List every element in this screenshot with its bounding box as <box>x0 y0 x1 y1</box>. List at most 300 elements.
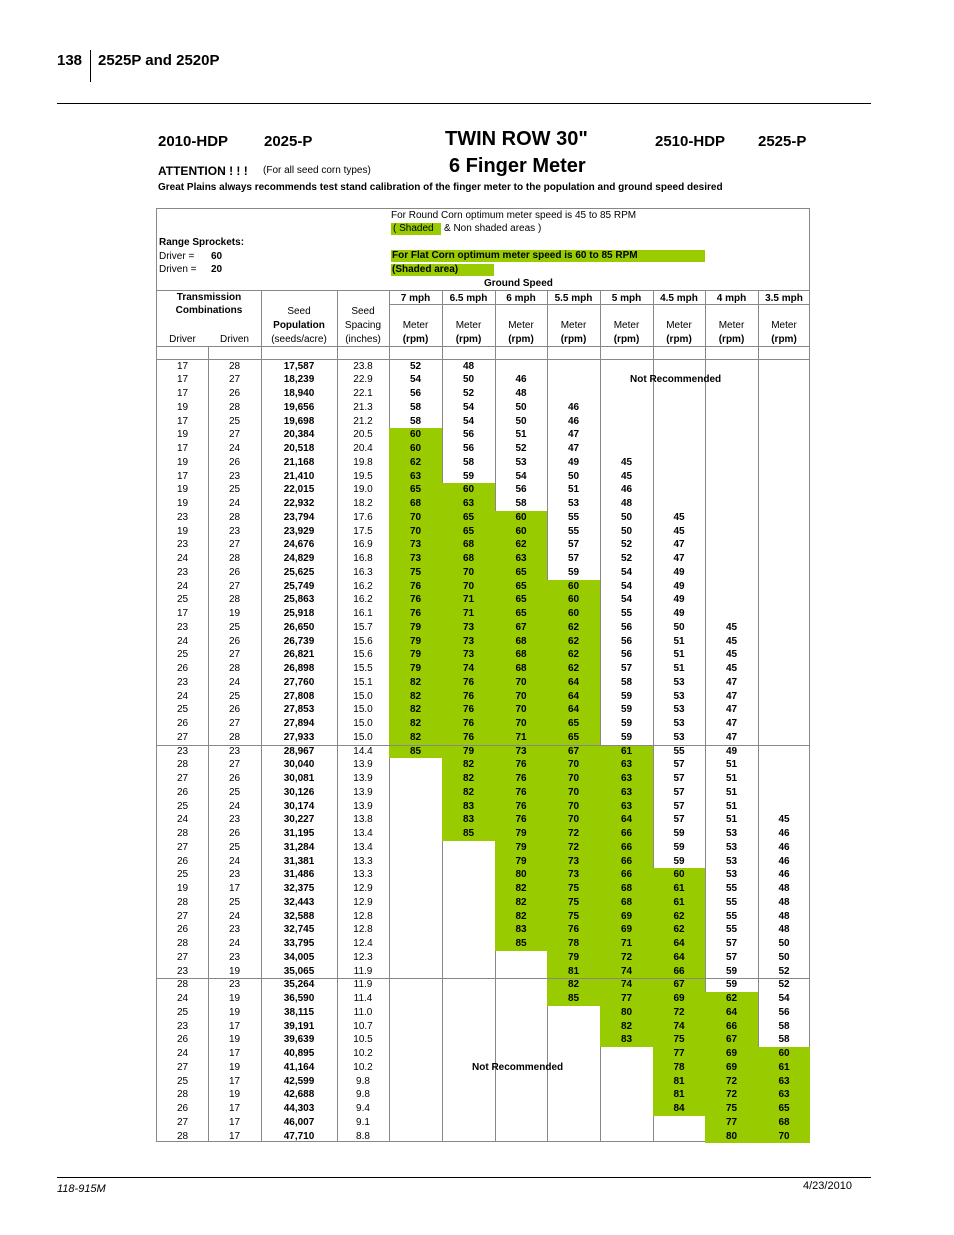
population-cell: 27,894 <box>283 718 315 729</box>
meter-rpm-cell <box>758 538 810 552</box>
meter-rpm-cell <box>389 841 442 855</box>
spacing-cell: 9.4 <box>356 1103 370 1114</box>
meter-rpm-cell <box>389 800 442 814</box>
driver-cell: 27 <box>176 773 189 784</box>
meter-rpm-cell <box>758 442 810 456</box>
meter-rpm-cell: 74 <box>442 662 495 676</box>
meter-rpm-cell: 57 <box>673 814 685 826</box>
driven-cell: 26 <box>228 635 241 647</box>
meter-rpm-cell: 58 <box>409 401 422 413</box>
spacing-cell: 21.3 <box>353 401 373 413</box>
meter-rpm-cell: 59 <box>673 841 685 853</box>
driven-cell: 27 <box>228 539 241 551</box>
spacing-cell: 20.4 <box>353 443 373 454</box>
driver-cell: 17 <box>176 374 189 386</box>
meter-rpm-cell: 47 <box>567 429 580 441</box>
meter-rpm-cell: 81 <box>653 1088 705 1102</box>
meter-rpm-cell: 76 <box>495 772 547 786</box>
meter-rpm-cell: 45 <box>620 470 633 482</box>
driven-cell: 27 <box>228 429 241 441</box>
meter-rpm-cell: 63 <box>600 800 653 814</box>
header-driven: Driven <box>220 334 249 345</box>
meter-rpm-cell: 60 <box>758 1047 810 1061</box>
meter-rpm-cell <box>442 882 495 896</box>
header-rpm: (rpm) <box>508 334 534 345</box>
driven-cell: 17 <box>228 1075 241 1087</box>
driver-cell: 28 <box>176 1089 189 1101</box>
meter-rpm-cell <box>495 1130 547 1144</box>
meter-rpm-cell: 59 <box>725 965 738 977</box>
meter-rpm-cell <box>705 566 758 580</box>
meter-rpm-cell: 83 <box>495 923 547 937</box>
population-cell: 31,381 <box>283 855 315 867</box>
round-corn-note: For Round Corn optimum meter speed is 45 to 85 RPM <box>391 210 637 221</box>
meter-rpm-cell <box>758 758 810 772</box>
driven-cell: 23 <box>228 951 241 963</box>
meter-rpm-cell: 56 <box>620 621 633 633</box>
meter-rpm-cell <box>495 992 547 1006</box>
meter-rpm-cell <box>389 951 442 965</box>
meter-rpm-cell: 46 <box>620 484 633 496</box>
meter-rpm-cell <box>495 1006 547 1020</box>
spacing-cell: 10.2 <box>353 1061 373 1073</box>
meter-rpm-cell: 70 <box>758 1130 810 1144</box>
meter-rpm-cell: 53 <box>673 690 685 702</box>
chart-title-line2: 6 Finger Meter <box>449 155 586 177</box>
meter-rpm-cell: 66 <box>653 965 705 979</box>
spacing-cell: 12.4 <box>353 938 373 949</box>
population-cell: 32,745 <box>283 924 315 936</box>
meter-rpm-cell <box>653 1116 705 1130</box>
meter-rpm-cell: 80 <box>600 1006 653 1020</box>
meter-rpm-cell: 72 <box>547 841 600 855</box>
driven-cell: 23 <box>228 924 241 936</box>
meter-rpm-cell <box>758 786 810 800</box>
meter-rpm-cell: 76 <box>442 703 495 717</box>
meter-rpm-cell: 75 <box>705 1102 758 1116</box>
meter-rpm-cell: 64 <box>653 937 705 951</box>
spacing-cell: 11.9 <box>353 979 373 991</box>
meter-rpm-cell: 76 <box>495 758 547 772</box>
meter-rpm-cell: 54 <box>409 374 422 386</box>
spacing-cell: 13.9 <box>353 800 373 812</box>
meter-rpm-cell: 69 <box>705 1061 758 1075</box>
meter-rpm-cell: 47 <box>725 676 738 688</box>
population-cell: 23,794 <box>283 511 315 523</box>
meter-rpm-cell: 85 <box>389 745 442 759</box>
meter-rpm-cell: 68 <box>600 896 653 910</box>
meter-rpm-cell: 52 <box>620 539 633 551</box>
meter-rpm-cell: 57 <box>725 951 738 963</box>
driven-cell: 27 <box>228 580 241 592</box>
meter-rpm-cell <box>705 442 758 456</box>
meter-rpm-cell <box>758 676 810 690</box>
population-cell: 31,486 <box>283 869 315 881</box>
meter-rpm-cell <box>758 360 810 374</box>
meter-rpm-cell: 54 <box>462 401 475 413</box>
header-speed: 6 mph <box>506 293 536 304</box>
meter-rpm-cell: 74 <box>600 978 653 992</box>
meter-rpm-cell <box>705 483 758 497</box>
driver-value: 60 <box>211 251 223 262</box>
meter-rpm-cell <box>442 1047 495 1061</box>
meter-rpm-cell: 85 <box>442 827 495 841</box>
spacing-cell: 21.2 <box>353 415 373 427</box>
driven-cell: 26 <box>228 773 241 784</box>
driver-cell: 19 <box>176 456 189 468</box>
meter-rpm-cell <box>758 511 810 525</box>
meter-rpm-cell: 53 <box>673 676 685 688</box>
spacing-cell: 15.0 <box>353 718 373 729</box>
meter-rpm-cell: 62 <box>705 992 758 1006</box>
meter-rpm-cell <box>389 965 442 979</box>
meter-rpm-cell: 57 <box>725 938 738 949</box>
driven-cell: 27 <box>228 759 241 771</box>
meter-rpm-cell <box>705 497 758 511</box>
header-speed: 5 mph <box>611 293 642 304</box>
driver-cell: 23 <box>176 566 189 578</box>
meter-rpm-cell <box>389 1033 442 1047</box>
population-cell: 22,932 <box>283 498 315 509</box>
population-cell: 42,688 <box>283 1089 315 1101</box>
meter-rpm-cell <box>758 635 810 649</box>
meter-rpm-cell: 59 <box>620 704 633 716</box>
meter-rpm-cell: 50 <box>778 951 790 963</box>
meter-rpm-cell: 82 <box>389 731 442 745</box>
meter-rpm-cell: 71 <box>600 937 653 951</box>
driver-cell: 28 <box>176 759 189 771</box>
driver-cell: 28 <box>176 1130 189 1142</box>
driven-cell: 17 <box>228 1048 241 1059</box>
spacing-cell: 15.5 <box>353 663 373 674</box>
driven-cell: 24 <box>228 498 241 509</box>
driven-cell: 26 <box>228 828 241 839</box>
meter-rpm-cell: 79 <box>389 621 442 635</box>
meter-rpm-cell: 51 <box>725 800 738 812</box>
driver-cell: 27 <box>176 1061 189 1073</box>
meter-rpm-cell: 49 <box>673 594 685 606</box>
meter-rpm-cell <box>758 593 810 607</box>
meter-rpm-cell <box>495 360 547 374</box>
spacing-cell: 10.2 <box>353 1048 373 1059</box>
meter-rpm-cell: 82 <box>389 690 442 704</box>
population-cell: 30,227 <box>283 814 315 826</box>
meter-rpm-cell: 72 <box>547 827 600 841</box>
spacing-cell: 13.4 <box>353 841 373 853</box>
meter-rpm-cell <box>653 1130 705 1144</box>
meter-rpm-cell: 70 <box>495 717 547 731</box>
meter-rpm-cell: 50 <box>515 415 527 427</box>
driven-cell: 24 <box>228 910 241 922</box>
spacing-cell: 12.9 <box>353 896 373 908</box>
meter-rpm-cell: 65 <box>547 731 600 745</box>
meter-rpm-cell: 57 <box>673 773 685 784</box>
spacing-cell: 11.0 <box>353 1006 373 1018</box>
meter-rpm-cell <box>653 483 705 497</box>
meter-rpm-cell <box>758 648 810 662</box>
meter-rpm-cell <box>442 923 495 937</box>
meter-rpm-cell: 65 <box>495 607 547 621</box>
meter-rpm-cell <box>389 882 442 896</box>
driven-cell: 25 <box>228 896 241 908</box>
population-cell: 17,587 <box>283 360 315 372</box>
population-cell: 30,174 <box>283 800 315 812</box>
population-cell: 25,625 <box>283 566 315 578</box>
driven-cell: 28 <box>228 553 241 564</box>
meter-rpm-cell: 58 <box>778 1034 790 1046</box>
meter-rpm-cell: 66 <box>600 827 653 841</box>
header-meter: Meter <box>560 320 587 331</box>
meter-rpm-cell <box>442 1088 495 1102</box>
driven-cell: 19 <box>228 1061 241 1073</box>
meter-rpm-cell: 73 <box>547 868 600 882</box>
spacing-cell: 9.1 <box>356 1116 370 1128</box>
meter-rpm-cell: 52 <box>778 965 790 977</box>
driver-cell: 27 <box>176 1116 189 1128</box>
meter-rpm-cell: 49 <box>673 608 685 619</box>
meter-rpm-cell: 73 <box>389 552 442 566</box>
meter-rpm-cell: 76 <box>389 580 442 594</box>
population-cell: 27,933 <box>283 731 315 743</box>
meter-rpm-cell <box>758 580 810 594</box>
meter-rpm-cell: 60 <box>547 607 600 621</box>
driver-cell: 23 <box>176 539 189 551</box>
header-divider <box>90 50 91 82</box>
meter-rpm-cell: 73 <box>442 635 495 649</box>
meter-rpm-cell: 53 <box>725 841 738 853</box>
spacing-cell: 11.4 <box>353 993 373 1004</box>
driven-cell: 27 <box>228 718 241 729</box>
meter-rpm-cell: 47 <box>673 539 685 551</box>
meter-rpm-cell: 45 <box>673 511 685 523</box>
meter-rpm-cell: 64 <box>705 1006 758 1020</box>
spacing-cell: 13.3 <box>353 869 373 881</box>
meter-rpm-cell: 53 <box>725 828 738 839</box>
spacing-cell: 22.9 <box>353 374 373 386</box>
driven-cell: 27 <box>228 649 241 661</box>
meter-rpm-cell: 78 <box>547 937 600 951</box>
header-meter: Meter <box>508 320 534 331</box>
spacing-cell: 16.2 <box>353 580 373 592</box>
population-cell: 27,760 <box>283 676 315 688</box>
meter-rpm-cell: 48 <box>515 388 527 399</box>
meter-rpm-cell: 62 <box>547 635 600 649</box>
meter-rpm-cell <box>705 428 758 442</box>
meter-rpm-cell: 76 <box>442 717 495 731</box>
meter-rpm-cell: 83 <box>442 800 495 814</box>
population-cell: 35,065 <box>283 965 315 977</box>
header-spacing: Spacing <box>344 320 382 331</box>
meter-rpm-cell: 65 <box>758 1102 810 1116</box>
meter-rpm-cell: 81 <box>653 1075 705 1089</box>
population-cell: 39,191 <box>283 1020 315 1032</box>
meter-rpm-cell: 64 <box>547 703 600 717</box>
meter-rpm-cell <box>389 1130 442 1144</box>
driver-cell: 25 <box>176 1006 189 1018</box>
driver-cell: 27 <box>176 731 189 743</box>
driven-cell: 23 <box>228 470 241 482</box>
population-cell: 18,940 <box>283 388 315 399</box>
meter-rpm-cell: 85 <box>547 992 600 1006</box>
header-transmission-combinations <box>157 291 261 317</box>
driver-cell: 25 <box>176 1075 189 1087</box>
table-gridline <box>157 978 810 979</box>
meter-rpm-cell: 55 <box>567 511 580 523</box>
driver-cell: 26 <box>176 1034 189 1046</box>
meter-rpm-cell: 62 <box>547 621 600 635</box>
meter-rpm-cell: 57 <box>673 759 685 771</box>
meter-rpm-cell: 59 <box>620 718 633 729</box>
meter-rpm-cell: 58 <box>515 498 527 509</box>
population-cell: 26,739 <box>283 635 315 647</box>
driven-cell: 25 <box>228 415 241 427</box>
meter-rpm-cell <box>547 1102 600 1116</box>
meter-rpm-cell: 49 <box>673 580 685 592</box>
meter-rpm-cell: 74 <box>600 965 653 979</box>
meter-rpm-cell <box>758 525 810 539</box>
meter-rpm-cell: 62 <box>495 538 547 552</box>
driver-cell: 23 <box>176 965 189 977</box>
meter-rpm-cell: 71 <box>495 731 547 745</box>
meter-rpm-cell: 85 <box>495 937 547 951</box>
meter-rpm-cell <box>495 978 547 992</box>
meter-rpm-cell <box>653 415 705 429</box>
meter-rpm-cell: 60 <box>495 511 547 525</box>
attention-label: ATTENTION ! ! ! <box>158 164 248 178</box>
meter-rpm-cell <box>758 415 810 429</box>
meter-rpm-cell: 76 <box>442 731 495 745</box>
driver-cell: 28 <box>176 896 189 908</box>
page-number: 138 <box>57 52 83 69</box>
population-cell: 20,518 <box>283 443 315 454</box>
driver-cell: 25 <box>176 800 189 812</box>
header-speed: 4.5 mph <box>660 293 698 304</box>
meter-rpm-cell: 70 <box>547 800 600 814</box>
attention-subtext: (For all seed corn types) <box>263 165 371 176</box>
driven-cell: 19 <box>228 1089 241 1101</box>
meter-rpm-cell: 79 <box>495 855 547 869</box>
meter-rpm-cell: 75 <box>653 1033 705 1047</box>
spacing-cell: 9.8 <box>356 1075 370 1087</box>
meter-rpm-cell <box>442 1116 495 1130</box>
driven-cell: 17 <box>228 883 241 894</box>
meter-rpm-cell <box>758 621 810 635</box>
header-seeds-per-acre: (seeds/acre) <box>271 334 327 345</box>
meter-rpm-cell: 53 <box>515 456 527 468</box>
driver-cell: 24 <box>176 993 189 1004</box>
meter-rpm-cell: 72 <box>653 1006 705 1020</box>
meter-rpm-cell: 70 <box>389 511 442 525</box>
meter-rpm-cell: 52 <box>778 979 790 991</box>
meter-rpm-cell: 83 <box>600 1033 653 1047</box>
meter-rpm-cell <box>758 401 810 415</box>
meter-rpm-cell: 67 <box>705 1033 758 1047</box>
meter-rpm-cell: 70 <box>547 813 600 827</box>
meter-rpm-cell <box>442 1020 495 1034</box>
meter-rpm-cell <box>495 1116 547 1130</box>
meter-rpm-cell <box>600 387 653 401</box>
meter-rpm-cell: 61 <box>758 1061 810 1075</box>
meter-rpm-cell <box>442 992 495 1006</box>
model-label: 2010-HDP <box>158 133 229 150</box>
meter-rpm-cell <box>653 442 705 456</box>
meter-rpm-cell <box>495 951 547 965</box>
meter-rpm-cell: 58 <box>620 676 633 688</box>
population-cell: 47,710 <box>283 1130 315 1142</box>
meter-rpm-cell: 47 <box>725 718 738 729</box>
meter-rpm-cell: 82 <box>389 717 442 731</box>
spacing-cell: 14.4 <box>353 745 373 757</box>
meter-rpm-cell <box>758 662 810 676</box>
population-cell: 30,040 <box>283 759 315 771</box>
driven-cell: 27 <box>228 374 241 386</box>
driven-cell: 24 <box>228 676 241 688</box>
meter-rpm-cell: 51 <box>515 429 527 441</box>
meter-rpm-cell: 51 <box>725 814 738 826</box>
meter-rpm-cell <box>389 978 442 992</box>
range-sprockets-label: Range Sprockets: <box>159 237 245 248</box>
meter-rpm-cell: 54 <box>462 415 475 427</box>
meter-rpm-cell: 68 <box>600 882 653 896</box>
meter-rpm-cell: 53 <box>673 731 685 743</box>
meter-rpm-cell: 57 <box>567 553 580 564</box>
meter-rpm-cell: 50 <box>673 621 685 633</box>
meter-rpm-cell: 50 <box>567 470 580 482</box>
meter-rpm-cell <box>495 1075 547 1089</box>
meter-rpm-cell: 48 <box>462 360 475 372</box>
meter-rpm-cell: 56 <box>620 635 633 647</box>
table-gridline <box>157 346 810 347</box>
meter-rpm-cell: 52 <box>515 443 527 454</box>
driven-cell: 23 <box>228 745 241 757</box>
meter-rpm-cell: 83 <box>442 813 495 827</box>
meter-rpm-cell: 69 <box>600 910 653 924</box>
meter-rpm-cell <box>758 772 810 786</box>
driven-cell: 24 <box>228 855 241 867</box>
meter-rpm-cell: 66 <box>600 855 653 869</box>
meter-rpm-cell: 45 <box>620 456 633 468</box>
meter-rpm-cell: 56 <box>515 484 527 496</box>
meter-rpm-cell: 52 <box>462 388 475 399</box>
meter-rpm-cell: 60 <box>547 580 600 594</box>
driver-cell: 28 <box>176 979 189 991</box>
meter-rpm-cell <box>389 868 442 882</box>
meter-rpm-cell: 53 <box>673 704 685 716</box>
meter-rpm-cell <box>442 896 495 910</box>
meter-rpm-cell <box>758 483 810 497</box>
meter-rpm-cell: 54 <box>515 470 527 482</box>
meter-rpm-cell: 59 <box>567 566 580 578</box>
meter-rpm-cell: 76 <box>442 676 495 690</box>
spacing-cell: 10.7 <box>353 1020 373 1032</box>
driver-cell: 23 <box>176 745 189 757</box>
driver-cell: 19 <box>176 429 189 441</box>
population-cell: 27,808 <box>283 690 315 702</box>
driver-cell: 17 <box>176 470 189 482</box>
model-label: 2525-P <box>758 133 807 150</box>
meter-rpm-cell <box>547 1006 600 1020</box>
driven-cell: 23 <box>228 979 241 991</box>
meter-rpm-cell <box>495 965 547 979</box>
meter-rpm-cell: 70 <box>547 758 600 772</box>
driven-cell: 17 <box>228 1116 241 1128</box>
meter-rpm-cell <box>600 1075 653 1089</box>
meter-rpm-cell <box>389 855 442 869</box>
driver-cell: 19 <box>176 525 189 537</box>
meter-rpm-cell: 46 <box>778 869 790 881</box>
meter-rpm-cell: 76 <box>442 690 495 704</box>
meter-rpm-cell: 60 <box>547 593 600 607</box>
